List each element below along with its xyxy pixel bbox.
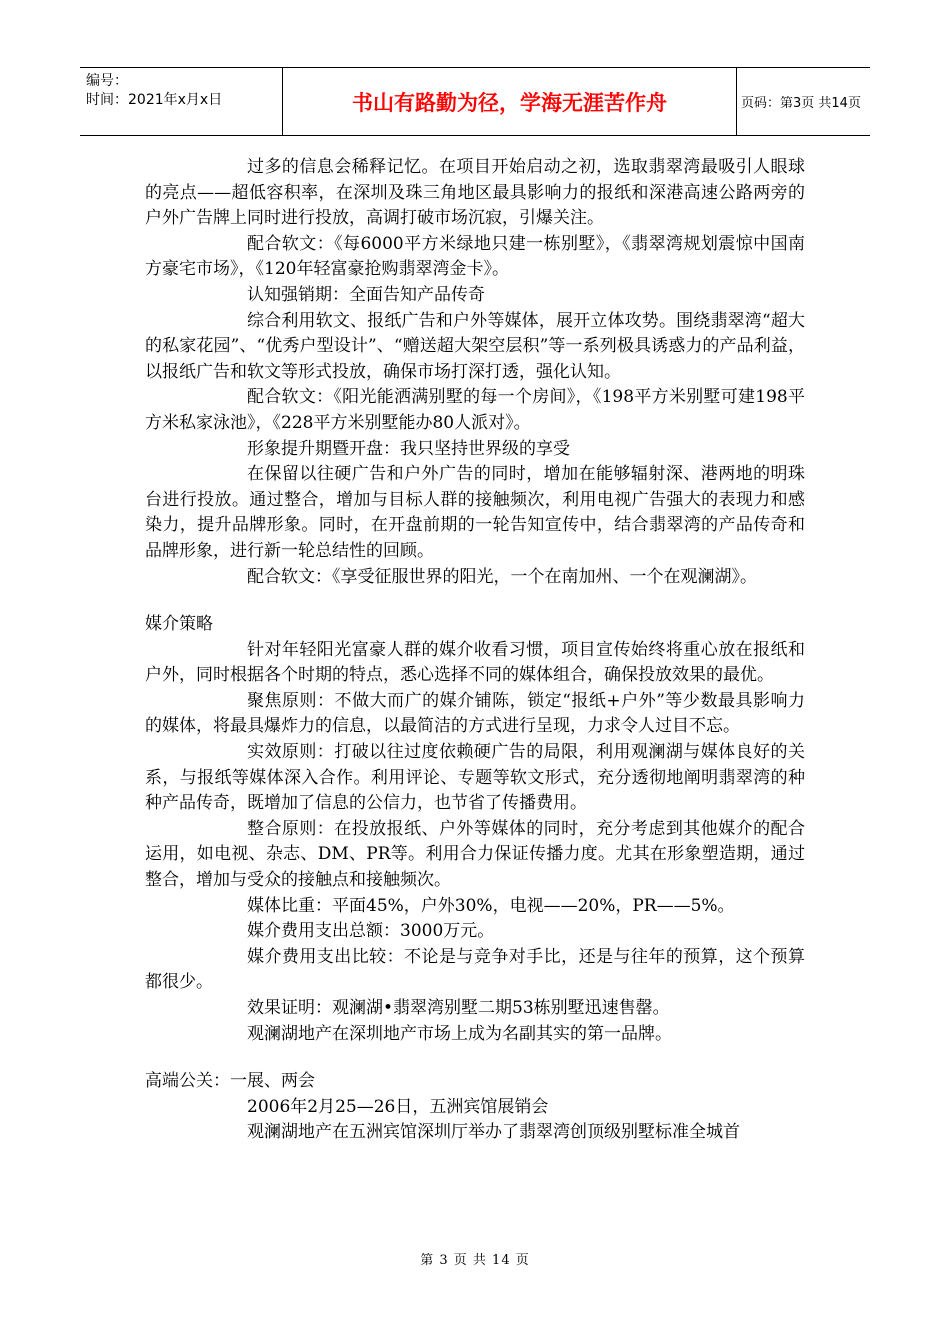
paragraph: 配合软文：《享受征服世界的阳光，一个在南加州、一个在观澜湖》。 [247,566,757,587]
paragraph: 实效原则：打破以往过度依赖硬广告的局限，利用观澜湖与媒体良好的关系，与报纸等媒体深入合作。利用评论、专题等软文形式，充分透彻地阐明翡翠湾的种种产品传奇，既增加了信息的公信力，也节省了传播费用。 [145,742,805,814]
header-page-info: 页码：第3页 共14页 [741,96,861,111]
page-footer: 第 3 页 共 14 页 [420,1253,530,1268]
subheading: 认知强销期：全面告知产品传奇 [247,284,485,305]
paragraph: 媒介费用支出总额：3000万元。 [247,921,495,942]
subheading: 形象提升期暨开盘：我只坚持世界级的享受 [247,438,570,459]
time-label: 时间：2021年x月x日 [86,92,223,108]
header-motto: 书山有路勤为径，学海无涯苦作舟 [283,68,737,135]
paragraph: 媒体比重：平面45%，户外30%，电视——20%，PR——5%。 [247,895,735,916]
paragraph: 聚焦原则：不做大而广的媒介铺陈，锁定“报纸+户外”等少数最具影响力的媒体，将最具爆炸力的信息，以最简洁的方式进行呈现，力求令人过目不忘。 [145,690,805,737]
paragraph: 2006年2月25—26日，五洲宾馆展销会 [247,1096,549,1117]
header-meta [80,68,283,135]
paragraph: 在保留以往硬广告和户外广告的同时，增加在能够辐射深、港两地的明珠台进行投放。通过整合，增加与目标人群的接触频次，利用电视广告强大的表现力和感染力，提升品牌形象。同时，在开盘前期的一轮告知宣传中，结合翡翠湾的产品传奇和品牌形象，进行新一轮总结性的回顾。 [145,464,805,561]
paragraph: 配合软文：《阳光能洒满别墅的每一个房间》，《198平方米别墅可建198平方米私家泳池》，《228平方米别墅能办80人派对》。 [145,387,805,433]
section-heading: 媒介策略 [145,614,213,635]
paragraph: 媒介费用支出比较：不论是与竞争对手比，还是与往年的预算，这个预算都很少。 [145,946,805,993]
number-label: 编号： [86,73,128,89]
paragraph: 观澜湖地产在五洲宾馆深圳厅举办了翡翠湾创顶级别墅标准全城首 [247,1122,740,1143]
paragraph: 效果证明：观澜湖•翡翠湾别墅二期53栋别墅迅速售罄。 [247,998,670,1018]
paragraph: 整合原则：在投放报纸、户外等媒体的同时，充分考虑到其他媒介的配合运用，如电视、杂志、DM、PR等。利用合力保证传播力度。尤其在形象塑造期，通过整合，增加与受众的接触点和接触频次。 [145,818,805,891]
paragraph: 针对年轻阳光富豪人群的媒介收看习惯，项目宣传始终将重心放在报纸和户外，同时根据各个时期的特点，悉心选择不同的媒体组合，确保投放效果的最优。 [145,639,805,686]
page-header [80,67,870,136]
section-heading: 高端公关：一展、两会 [145,1071,315,1092]
paragraph: 配合软文：《每6000平方米绿地只建一栋别墅》，《翡翠湾规划震惊中国南方豪宅市场》，《120年轻富豪抢购翡翠湾金卡》。 [145,233,805,280]
paragraph: 过多的信息会稀释记忆。在项目开始启动之初，选取翡翠湾最吸引人眼球的亮点——超低容积率，在深圳及珠三角地区最具影响力的报纸和深港高速公路两旁的户外广告牌上同时进行投放，高调打破市场沉寂，引爆关注。 [145,157,805,229]
paragraph: 观澜湖地产在深圳地产市场上成为名副其实的第一品牌。 [247,1023,672,1044]
document-body [145,155,805,1146]
paragraph: 综合利用软文、报纸广告和户外等媒体，展开立体攻势。围绕翡翠湾“超大的私家花园”、“优秀户型设计”、“赠送超大架空层积”等一系列极具诱惑力的产品利益，以报纸广告和软文等形式投放，确保市场打深打透，强化认知。 [145,310,805,382]
